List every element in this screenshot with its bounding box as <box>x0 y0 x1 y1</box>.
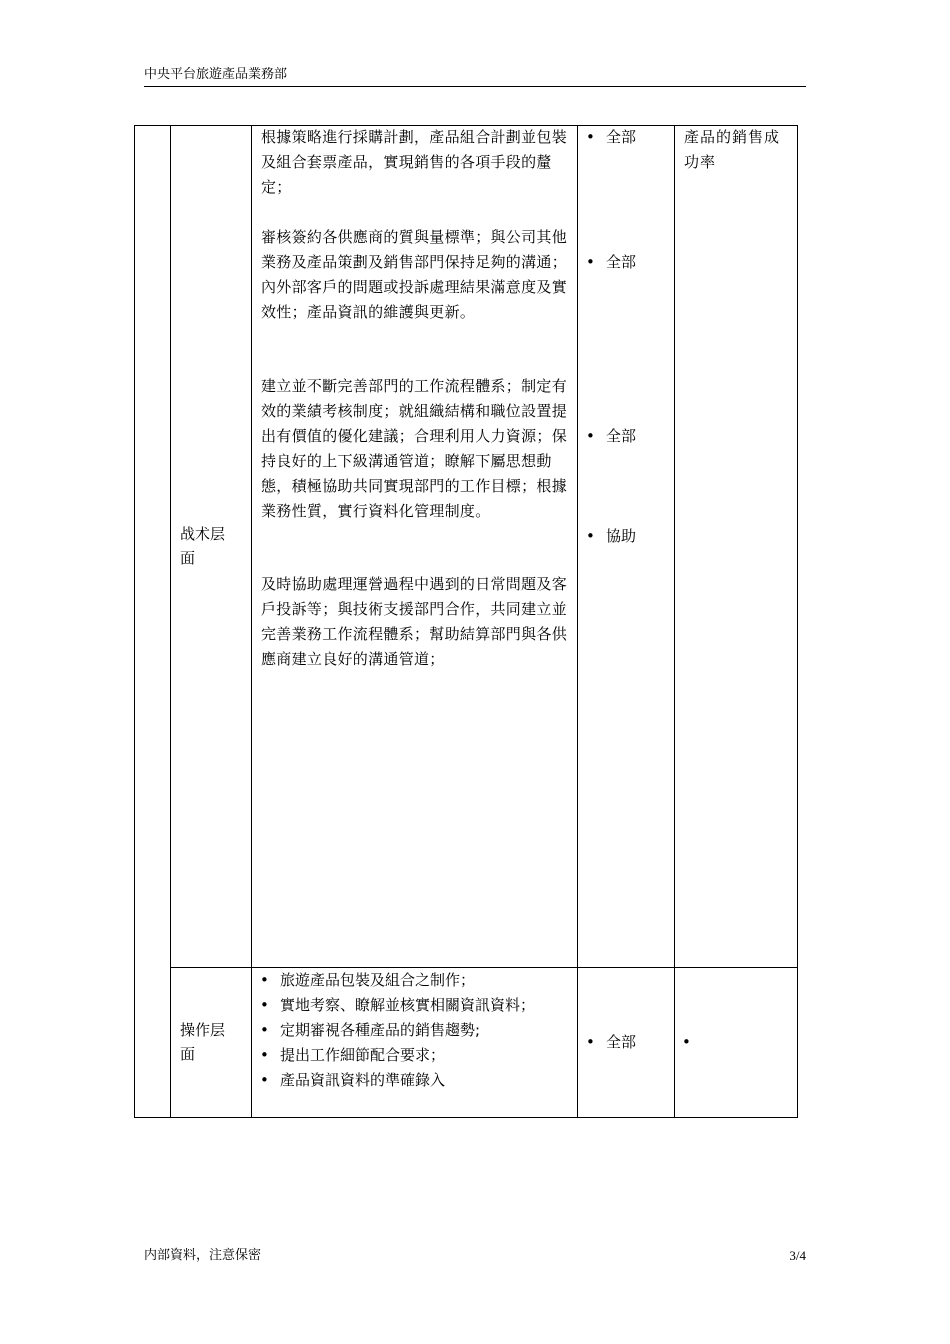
tactical-duty-4: 及時協助處理運營過程中遇到的日常問題及客戶投訴等；與技術支援部門合作，共同建立並完善業務工作流程體系；幫助結算部門與各供應商建立良好的溝通管道； <box>261 575 568 668</box>
operational-level-label <box>180 1018 242 1066</box>
duty-text: 實地考察、瞭解並核實相關資訊資料； <box>280 996 536 1014</box>
tactical-label-line1: 战术层 <box>180 525 226 543</box>
scope-text: 全部 <box>606 253 637 271</box>
operational-label-line2: 面 <box>180 1045 196 1063</box>
duty-text: 旅遊產品包裝及組合之制作； <box>280 971 476 989</box>
tactical-metric: 產品的銷售成功率 <box>684 128 781 171</box>
table-col-divider-3 <box>577 125 578 1118</box>
operational-label-line1: 操作层 <box>180 1021 226 1039</box>
bullet-icon: • <box>586 1033 595 1051</box>
header-title: 中央平台旅遊產品業務部 <box>144 67 288 82</box>
bullet-icon: • <box>586 527 595 545</box>
duty-text: 定期審視各種產品的銷售趨勢; <box>280 1021 481 1039</box>
tactical-duty-3: 建立並不斷完善部門的工作流程體系；制定有效的業績考核制度；就組織結構和職位設置提出有價值的優化建議；合理利用人力資源；保持良好的上下級溝通管道；瞭解下屬思想動態，積極協助共同實現部門的工作目標；根據業務性質，實行資料化管理制度。 <box>261 377 568 520</box>
scope-text: 全部 <box>606 128 637 146</box>
tactical-label-line2: 面 <box>180 549 196 567</box>
table-col-divider-1 <box>170 125 171 1118</box>
table-border-bottom <box>134 1117 798 1118</box>
bullet-icon: • <box>260 1071 269 1089</box>
scope-text: 全部 <box>606 1033 637 1051</box>
footer-confidential-note: 内部資料，注意保密 <box>144 1248 262 1263</box>
duty-text: 產品資訊資料的準確錄入 <box>280 1071 446 1089</box>
bullet-icon: • <box>586 427 595 445</box>
scope-text: 全部 <box>606 427 637 445</box>
tactical-duty-1: 根據策略進行採購計劃，產品組合計劃並包裝及組合套票產品，實現銷售的各項手段的釐定； <box>261 128 568 196</box>
table-border-right <box>797 125 798 1118</box>
bullet-icon: • <box>682 1033 691 1051</box>
duty-text: 提出工作細節配合要求； <box>280 1046 446 1064</box>
bullet-icon: • <box>260 971 269 989</box>
tactical-level-label <box>180 522 242 570</box>
table-col-divider-2 <box>251 125 252 1118</box>
bullet-icon: • <box>260 1021 269 1039</box>
scope-text: 協助 <box>606 527 637 545</box>
footer-page-number: 3/4 <box>789 1248 806 1263</box>
bullet-icon: • <box>260 996 269 1014</box>
bullet-icon: • <box>586 253 595 271</box>
table-col-divider-4 <box>674 125 675 1118</box>
page-header <box>144 66 806 87</box>
table-border-left <box>134 125 135 1118</box>
tactical-duty-2: 審核簽約各供應商的質與量標準；與公司其他業務及產品策劃及銷售部門保持足夠的溝通；內外部客戶的問題或投訴處理結果滿意度及實效性；產品資訊的維護與更新。 <box>261 228 568 321</box>
bullet-icon: • <box>260 1046 269 1064</box>
bullet-icon: • <box>586 128 595 146</box>
